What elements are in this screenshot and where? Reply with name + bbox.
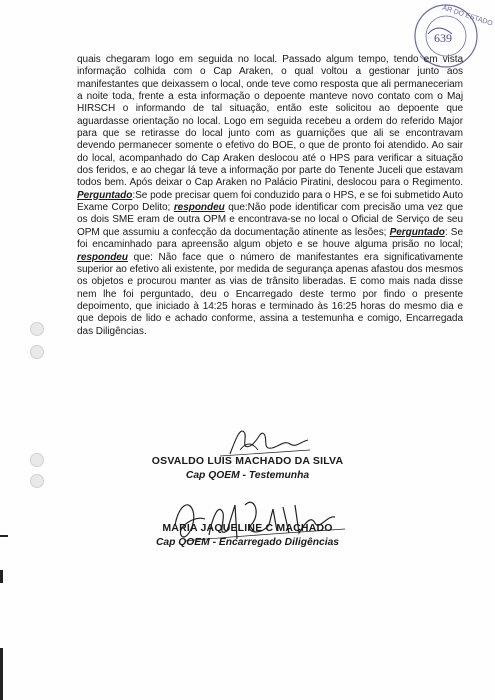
svg-text:AR DO ESTADO: AR DO ESTADO xyxy=(441,4,494,28)
paragraph-part-5: que: Não face que o número de manifestantes era significativamente superior ao efetivo ali existente, por medida de segurança apenas afastou dos mesmos os objetos e procurou manter as vias de trânsito liberadas. E como mais nada disse nem lhe foi perguntado, deu o Encarregado deste termo por findo o presente depoimento, que iniciado à 14:25 horas e terminado às 16:25 horas do mesmo dia e que depois de lido e achado conforme, assina a testemunha e comigo, Encarregada das Diligências. xyxy=(77,251,463,337)
scan-edge-mark-2 xyxy=(0,570,3,583)
officer-signature-block xyxy=(0,522,495,548)
officer-role: Cap QOEM - Encarregado Diligências xyxy=(155,537,340,548)
deposition-paragraph xyxy=(77,54,463,338)
svg-text:639: 639 xyxy=(434,31,452,45)
question-label: Perguntado xyxy=(77,189,133,201)
officer-name: MARIA JAQUELINE C MACHADO xyxy=(162,522,333,534)
witness-signature-scribble xyxy=(200,420,330,460)
paragraph-part-2: :Se pode precisar quem foi conduzido para o HPS, e se foi submetido Auto Exame Corpo Delito; xyxy=(77,189,463,214)
scan-edge-mark-3 xyxy=(0,648,3,700)
witness-name: OSVALDO LUIS MACHADO DA SILVA xyxy=(151,455,344,467)
paragraph-part-4: : Se foi encaminhado para apreensão algum objeto e se houve alguma prisão no local; xyxy=(77,226,463,251)
deposition-body-text xyxy=(77,54,463,338)
witness-signature-block xyxy=(0,455,495,481)
question-label: Perguntado xyxy=(389,226,445,238)
paragraph-part-3: que:Não pode identificar com precisão uma vez que os dois SME eram de outra OPM e encontrava-se no local o Oficial de Serviço de seu OPM que assumiu a confecção da documentação atinente as lesões; xyxy=(77,202,463,238)
answer-label: respondeu xyxy=(173,202,225,214)
witness-role: Cap QOEM - Testemunha xyxy=(185,470,310,481)
punch-hole-top xyxy=(30,322,44,336)
answer-label: respondeu xyxy=(77,251,128,263)
paragraph-part-1: quais chegaram logo em seguida no local. Passado algum tempo, tendo em vista informação colhida com o Cap Araken, o qual voltou a gestionar junto aos manifestantes que deixassem o local, onde teve como resposta que ali permaneceriam a noite toda, frente a esta informação o depoente manteve novo contato com o Maj HIRSCH o informando de tal situação, então este solicitou ao depoente que aguardasse orientação no local. Logo em seguida recebeu a ordem do referido Major para que se retirasse do local junto com as guarnições que ali se encontravam devendo permanecer somente o efetivo do BOE, o que de pronto foi atendido. Ao sair do local, acompanhado do Cap Araken deslocou até o HPS para verificar a situação dos feridos, e ao chegar lá teve a informação por parte do Tenente Juceli que estavam todos bem. Após deixar o Cap Araken no Palácio Piratini, deslocou para o Regimento. xyxy=(77,54,463,189)
punch-hole-middle xyxy=(30,345,44,359)
